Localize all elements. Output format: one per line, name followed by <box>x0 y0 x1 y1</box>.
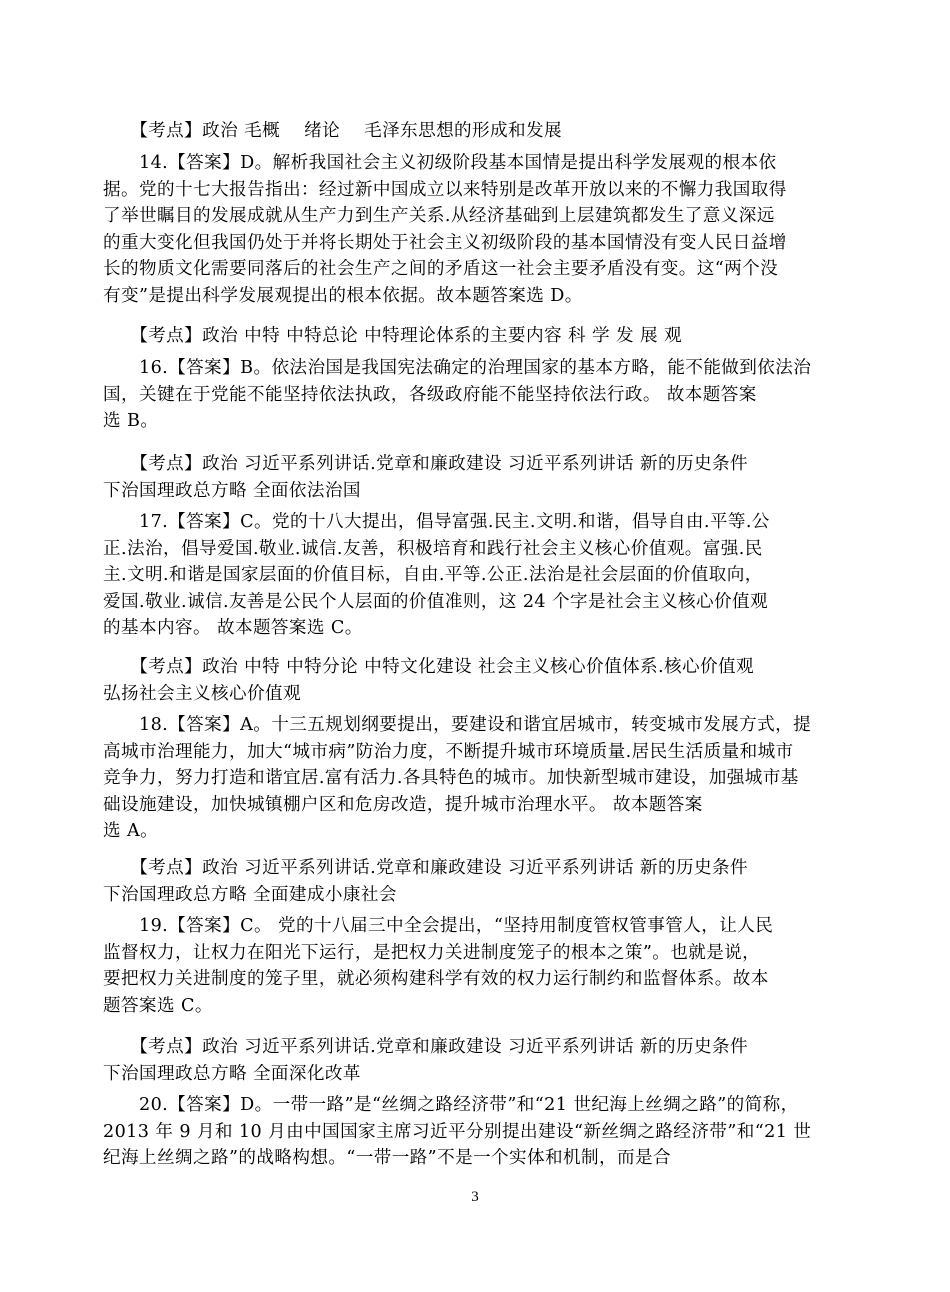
answer-block <box>103 913 839 1019</box>
kaodian-block <box>103 118 839 145</box>
text-line: 14.【答案】D。解析我国社会主义初级阶段基本国情是提出科学发展观的根本依 <box>103 153 777 173</box>
text-line: 【考点】政治 中特 中特总论 中特理论体系的主要内容 科 学 发 展 观 <box>103 326 682 346</box>
text-line: 要把权力关进制度的笼子里，就必须构建科学有效的权力运行制约和监督体系。故本 <box>103 969 769 989</box>
text-line: 监督权力，让权力在阳光下运行，是把权力关进制度笼子的根本之策”。也就是说， <box>103 942 761 963</box>
kaodian-block <box>103 654 839 707</box>
text-line: 19.【答案】C。 党的十八届三中全会提出，“坚持用制度管权管事管人，让人民 <box>103 916 774 936</box>
text-line: 有变”是提出科学发展观提出的根本依据。故本题答案选 D。 <box>103 285 583 306</box>
text-line: 选 B。 <box>103 411 159 431</box>
text-line: 下治国理政总方略 全面依法治国 <box>103 480 361 501</box>
text-line: 了举世瞩目的发展成就从生产力到生产关系.从经济基础到上层建筑都发生了意义深远 <box>103 206 775 226</box>
text-line: 【考点】政治 习近平系列讲话.党章和廉政建设 习近平系列讲话 新的历史条件 <box>103 858 748 878</box>
text-line: 下治国理政总方略 全面建成小康社会 <box>103 884 397 905</box>
text-line: 爱国.敬业.诚信.友善是公民个人层面的价值准则，这 24 个字是社会主义核心价值观 <box>103 591 768 612</box>
text-line: 长的物质文化需要同落后的社会生产之间的矛盾这一社会主要矛盾没有变。这“两个没 <box>103 259 779 279</box>
text-line: 【考点】政治 习近平系列讲话.党章和廉政建设 习近平系列讲话 新的历史条件 <box>103 454 748 474</box>
text-line: 正.法治，倡导爱国.敬业.诚信.友善，积极培育和践行社会主义核心价值观。富强.民 <box>103 538 763 559</box>
text-line: 弘扬社会主义核心价值观 <box>103 683 301 704</box>
page-number: 3 <box>471 1189 479 1205</box>
text-line: 的重大变化但我国仍处于并将长期处于社会主义初级阶段的基本国情没有变人民日益增 <box>103 232 787 253</box>
text-line: 20.【答案】D。一带一路”是“丝绸之路经济带”和“21 世纪海上丝绸之路”的简称， <box>103 1095 799 1115</box>
kaodian-block <box>103 855 839 908</box>
answer-block <box>103 1092 839 1172</box>
answer-block <box>103 712 839 845</box>
text-line: 题答案选 C。 <box>103 995 213 1016</box>
kaodian-block <box>103 451 839 504</box>
text-line: 【考点】政治 毛概 绪论 毛泽东思想的形成和发展 <box>103 121 563 141</box>
text-line: 16.【答案】B。依法治国是我国宪法确定的治理国家的基本方略，能不能做到依法治 <box>103 358 812 378</box>
answer-block <box>103 509 839 642</box>
text-line: 下治国理政总方略 全面深化改革 <box>103 1063 361 1084</box>
text-line: 2013 年 9 月和 10 月由中国国家主席习近平分别提出建设“新丝绸之路经济带”和“21 世 <box>103 1121 812 1142</box>
text-line: 的基本内容。 故本题答案选 C。 <box>103 618 363 638</box>
answer-block <box>103 355 839 435</box>
text-line: 【考点】政治 中特 中特分论 中特文化建设 社会主义核心价值体系.核心价值观 <box>103 657 754 677</box>
text-line: 【考点】政治 习近平系列讲话.党章和廉政建设 习近平系列讲话 新的历史条件 <box>103 1037 748 1057</box>
text-line: 17.【答案】C。党的十八大提出，倡导富强.民主.文明.和谐，倡导自由.平等.公 <box>103 512 770 532</box>
text-line: 高城市治理能力，加大“城市病”防治力度，不断提升城市环境质量.居民生活质量和城市 <box>103 741 794 762</box>
text-line: 纪海上丝绸之路”的战略构想。“一带一路”不是一个实体和机制，而是合 <box>103 1148 671 1168</box>
text-line: 18.【答案】A。十三五规划纲要提出，要建设和谐宜居城市，转变城市发展方式，提 <box>103 715 812 735</box>
text-line: 竞争力，努力打造和谐宜居.富有活力.各具特色的城市。加快新型城市建设，加强城市基 <box>103 768 799 788</box>
kaodian-block <box>103 1034 839 1087</box>
answer-block <box>103 150 839 309</box>
text-line: 据。党的十七大报告指出：经过新中国成立以来特别是改革开放以来的不懈力我国取得 <box>103 179 787 200</box>
text-line: 国，关键在于党能不能坚持依法执政，各级政府能不能坚持依法行政。 故本题答案 <box>103 384 757 405</box>
text-line: 主.文明.和谐是国家层面的价值目标，自由.平等.公正.法治是社会层面的价值取向， <box>103 565 763 585</box>
text-line: 础设施建设，加快城镇棚户区和危房改造，提升城市治理水平。 故本题答案 <box>103 794 703 815</box>
kaodian-block <box>103 323 839 350</box>
text-line: 选 A。 <box>103 821 159 841</box>
